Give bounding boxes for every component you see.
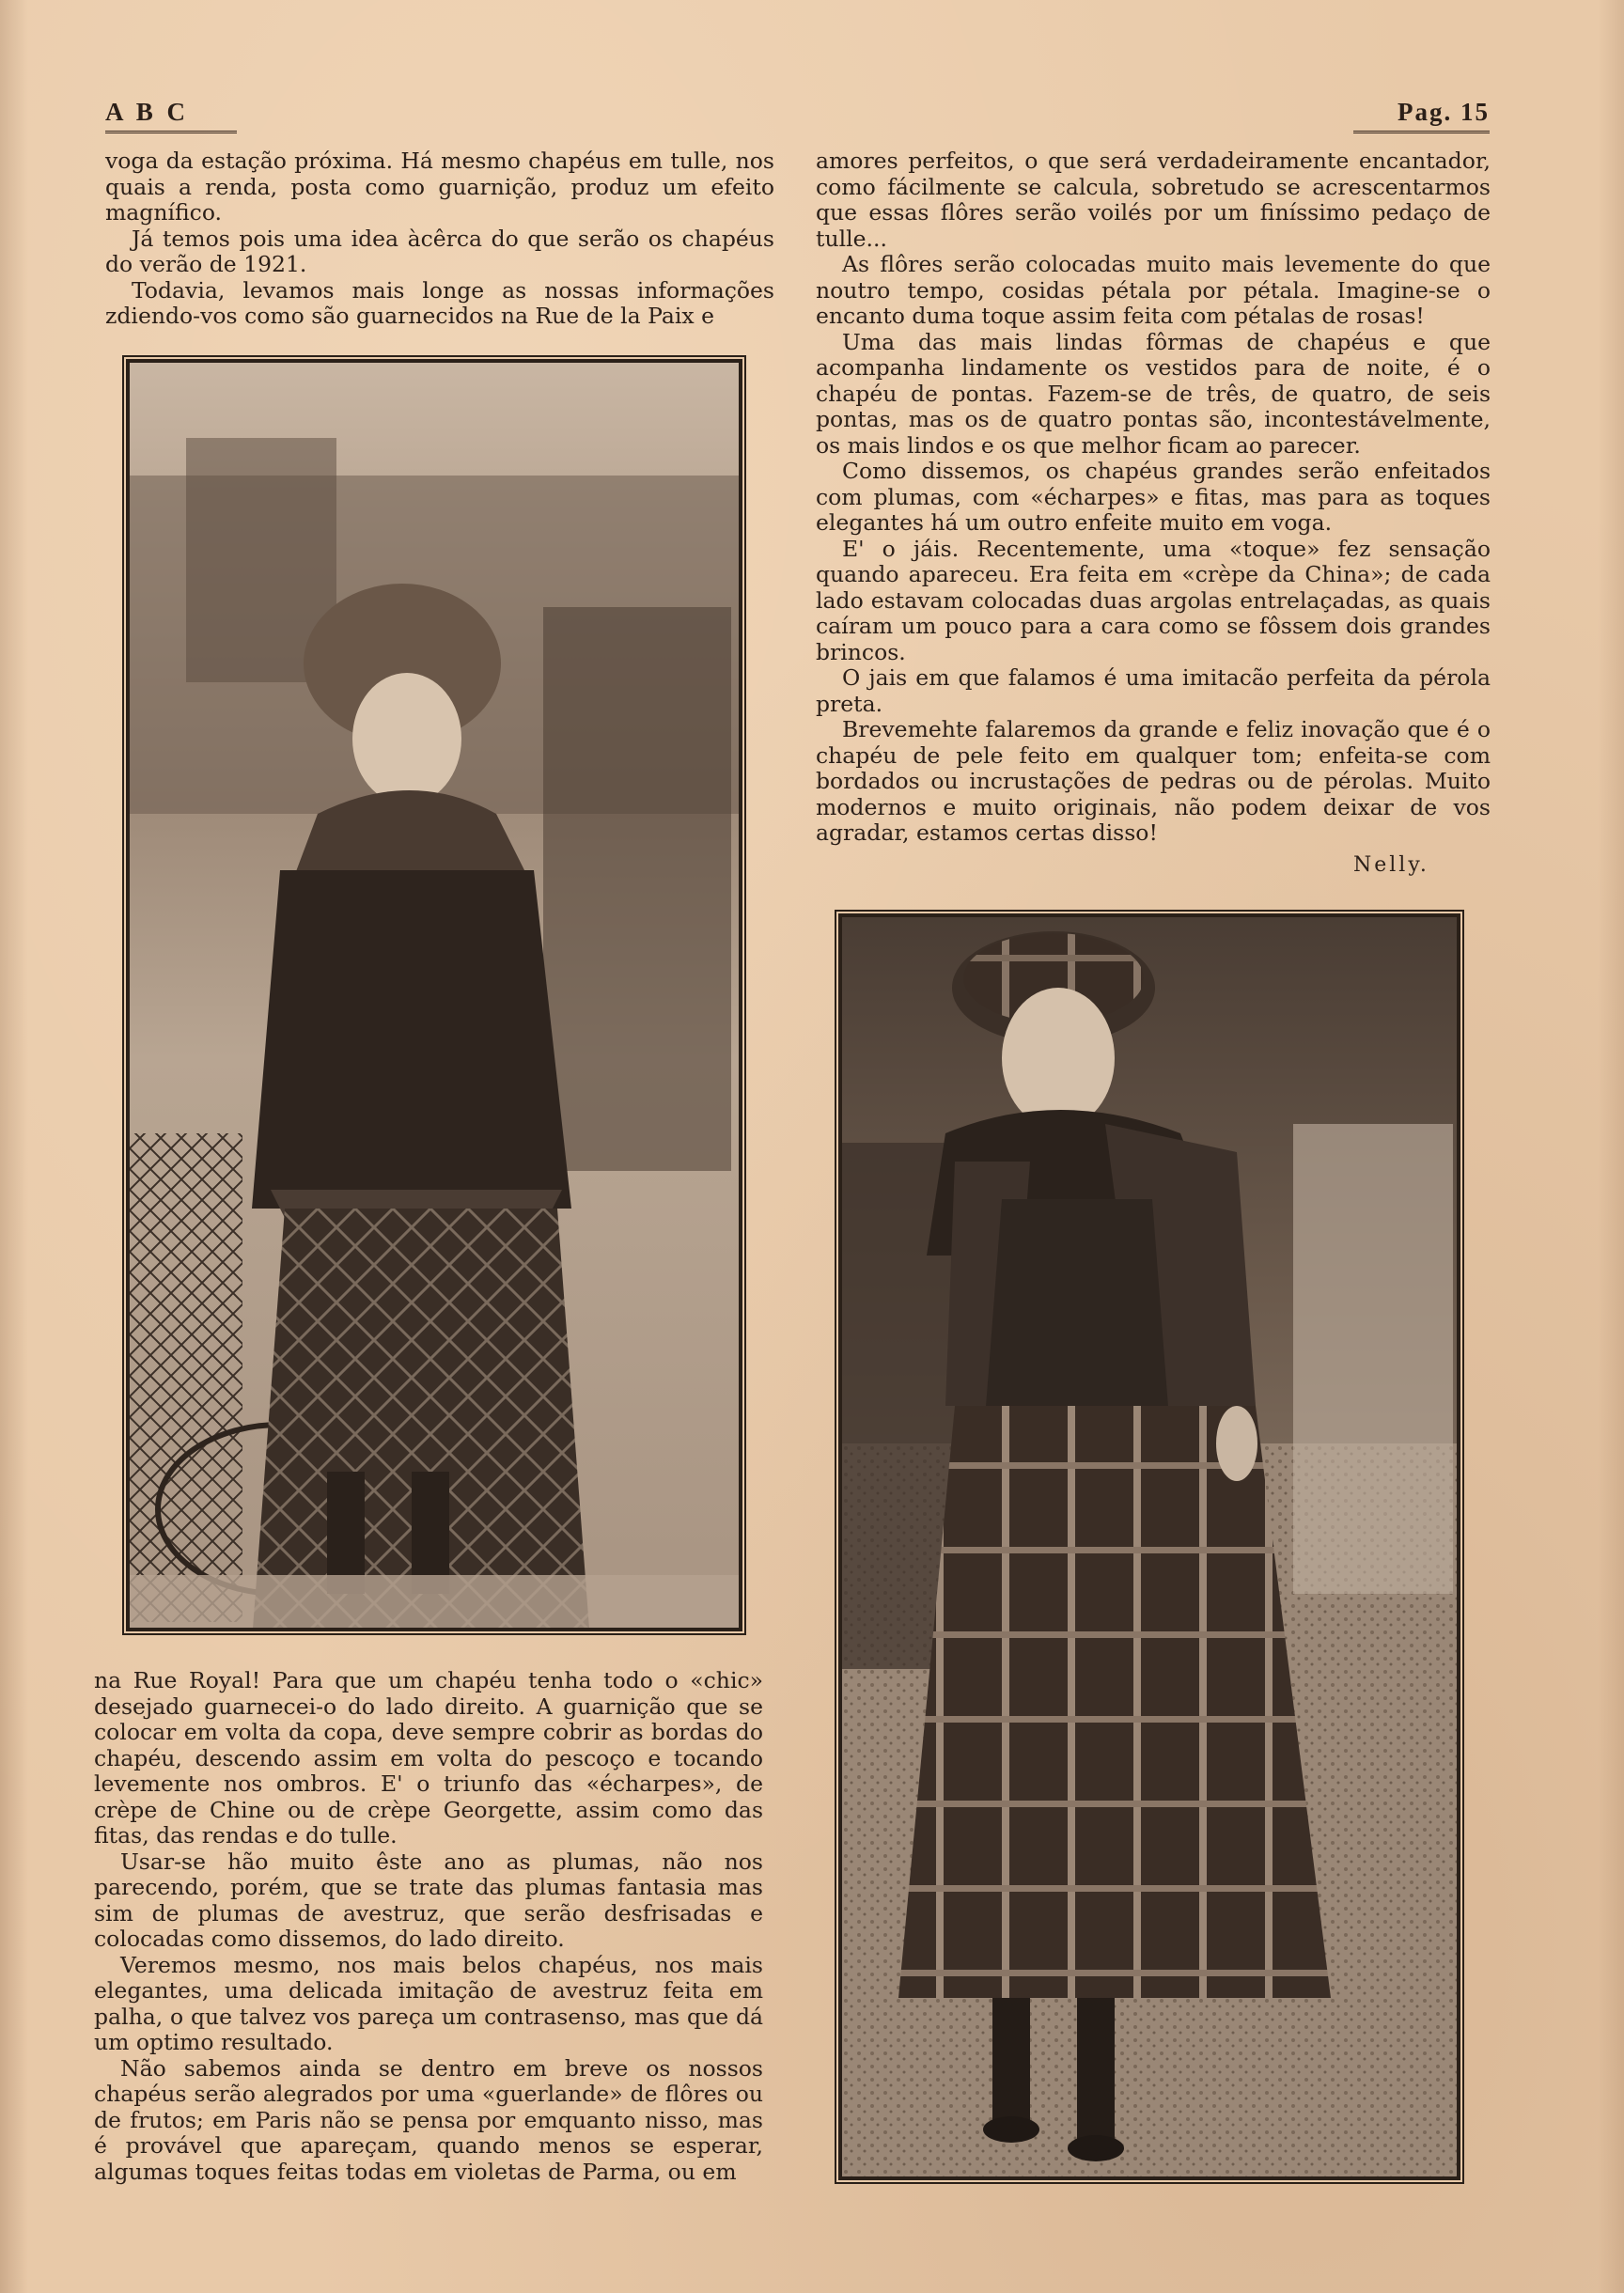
paragraph: Veremos mesmo, nos mais belos chapéus, nos mais elegantes, uma delicada imitação de avestruz feita em palha, o que talvez vos pareça um contrasenso, mas que dá um optimo resultado. bbox=[94, 1951, 763, 2055]
paragraph: Já temos pois uma idea àcêrca do que serão os chapéus do verão de 1921. bbox=[105, 225, 774, 277]
paragraph: na Rue Royal! Para que um chapéu tenha todo o «chic» desejado guarnecei-o do lado direito. A guarnição que se colocar em volta da copa, deve sempre cobrir as bordas do chapéu, descendo assim em volta do pescoço e tocando levemente nos ombros. E' o triunfo das «écharpes», de crèpe de Chine ou de crèpe Georgette, assim como das fitas, das rendas e do tulle. bbox=[94, 1667, 763, 1848]
paragraph: As flôres serão colocadas muito mais levemente do que noutro tempo, cosidas pétala por pétala. Imagine-se o encanto duma toque assim feita com pétalas de rosas! bbox=[816, 251, 1491, 329]
paragraph: Não sabemos ainda se dentro em breve os nossos chapéus serão alegrados por uma «guerlande» de flôres ou de frutos; em Paris não se pensa por emquanto nisso, mas é provável que apareçam, quando menos se esperar, algumas toques feitas todas em violetas de Parma, ou em bbox=[94, 2054, 763, 2185]
paragraph: Como dissemos, os chapéus grandes serão enfeitados com plumas, com «écharpes» e fitas, mas para as toques elegantes há um outro enfeite muito em voga. bbox=[816, 458, 1491, 536]
photo-image bbox=[842, 917, 1457, 2176]
paragraph: Brevemehte falaremos da grande e feliz inovação que é o chapéu de pele feito em qualquer tom; enfeita-se com bordados ou incrustações de pedras ou de pérolas. Muito modernos e muito originais, não podem deixar de vos agradar, estamos certas disso! bbox=[816, 716, 1491, 846]
left-column-bottom bbox=[94, 1668, 763, 2185]
left-column-top bbox=[105, 148, 774, 330]
paragraph: Uma das mais lindas fôrmas de chapéus e que acompanha lindamente os vestidos para de noite, é o chapéu de pontas. Fazem-se de três, de quatro, de seis pontas, mas os de quatro pontas são, incontestávelmente, os mais lindos e os que melhor ficam ao parecer. bbox=[816, 328, 1491, 459]
photo-image bbox=[130, 363, 739, 1628]
paragraph: O jais em que falamos é uma imitacão perfeita da pérola preta. bbox=[816, 664, 1491, 717]
paragraph: amores perfeitos, o que será verdadeiramente encantador, como fácilmente se calcula, sobretudo se acrescentarmos que essas flôres serão voilés por um finíssimo pedaço de tulle... bbox=[816, 148, 1491, 252]
paragraph: Todavia, levamos mais longe as nossas informações zdiendo-vos como são guarnecidos na Rue de la Paix e bbox=[105, 276, 774, 329]
paragraph: voga da estação próxima. Há mesmo chapéus em tulle, nos quais a renda, posta como guarnição, produz um efeito magnífico. bbox=[105, 148, 774, 226]
header-page-number: Pag. 15 bbox=[1353, 98, 1490, 133]
paragraph: E' o jáis. Recentemente, uma «toque» fez sensação quando apareceu. Era feita em «crèpe da China»; de cada lado estavam colocadas duas argolas entrelaçadas, as quais caíram um pouco para a cara como se fôssem dois grandes brincos. bbox=[816, 535, 1491, 665]
author-signature: Nelly. bbox=[1353, 853, 1429, 877]
right-column bbox=[816, 148, 1491, 847]
header-magazine-title: A B C bbox=[105, 98, 237, 133]
photo-woman-patterned-skirt bbox=[126, 359, 742, 1631]
photo-woman-fur-coat bbox=[838, 913, 1460, 2180]
paragraph: Usar-se hão muito êste ano as plumas, não nos parecendo, porém, que se trate das plumas fantasia mas sim de plumas de avestruz, que serão desfrisadas e colocadas como dissemos, do lado direito. bbox=[94, 1848, 763, 1952]
